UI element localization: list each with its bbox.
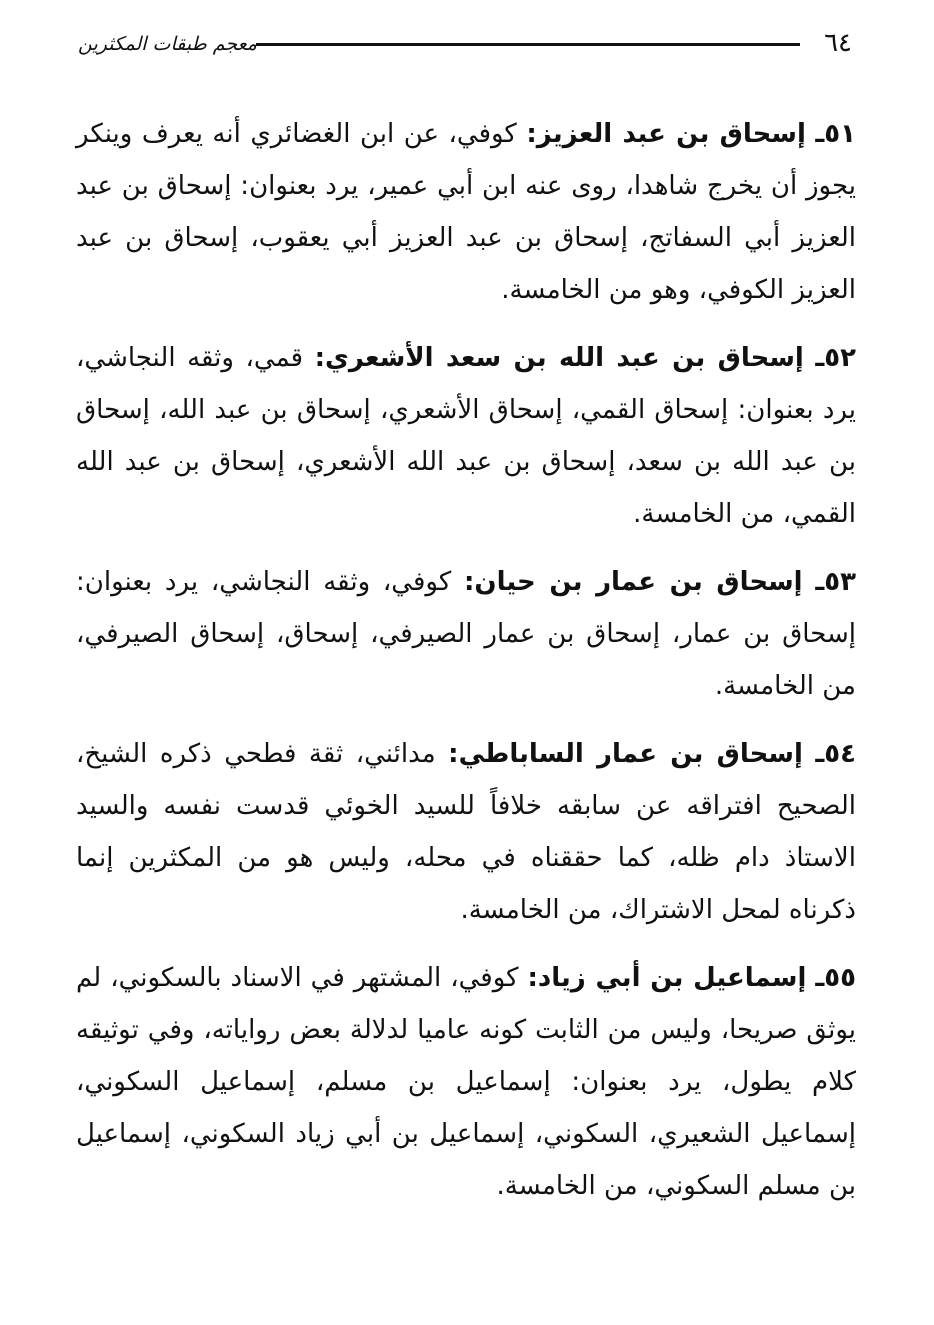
entry-53 [76, 556, 856, 712]
entry-54 [76, 728, 856, 936]
entry-heading: إسحاق بن عمار الساباطي: [448, 739, 803, 769]
entry-text: كوفي، عن ابن الغضائري أنه يعرف وينكر يجوز أن يخرج شاهدا، روى عنه ابن أبي عمير، يرد بعنوان: إسحاق بن عبد العزيز أبي السفاتج، إسحاق بن عبد العزيز أبي يعقوب، إسحاق بن عبد العزيز الكوفي، وهو من الخامسة. [76, 119, 856, 305]
entry-number: ٥٥ـ [815, 963, 857, 993]
entry-number: ٥٤ـ [815, 739, 857, 769]
entry-text: كوفي، المشتهر في الاسناد بالسكوني، لم يوثق صريحا، وليس من الثابت كونه عاميا لدلالة بعض رواياته، وفي توثيقه كلام يطول، يرد بعنوان: إسماعيل بن مسلم، إسماعيل السكوني، إسماعيل الشعيري، السكوني، إسماعيل بن أبي زياد السكوني، إسماعيل بن مسلم السكوني، من الخامسة. [76, 963, 856, 1201]
entry-heading: إسماعيل بن أبي زياد: [527, 963, 807, 993]
page-number: ٦٤ [824, 28, 852, 58]
page-body [76, 108, 856, 1228]
header-rule [256, 43, 800, 46]
entry-number: ٥٣ـ [815, 567, 857, 597]
entry-52 [76, 332, 856, 540]
entry-55 [76, 952, 856, 1212]
entry-heading: إسحاق بن عبد العزيز: [526, 119, 806, 149]
entry-51 [76, 108, 856, 316]
running-title: معجم طبقات المكثرين [78, 33, 257, 55]
entry-text: قمي، وثقه النجاشي، يرد بعنوان: إسحاق القمي، إسحاق الأشعري، إسحاق بن عبد الله، إسحاق بن عبد الله بن سعد، إسحاق بن عبد الله الأشعري، إسحاق بن عبد الله القمي، من الخامسة. [76, 343, 856, 529]
entry-text: مدائني، ثقة فطحي ذكره الشيخ، الصحيح افتراقه عن سابقه خلافاً للسيد الخوئي قدست نفسه والسيد الاستاذ دام ظله، كما حققناه في محله، وليس هو من المكثرين إنما ذكرناه لمحل الاشتراك، من الخامسة. [76, 739, 856, 925]
entry-number: ٥٢ـ [815, 343, 857, 373]
entry-number: ٥١ـ [815, 119, 857, 149]
entry-heading: إسحاق بن عمار بن حيان: [464, 567, 803, 597]
entry-heading: إسحاق بن عبد الله بن سعد الأشعري: [314, 343, 804, 373]
entry-text: كوفي، وثقه النجاشي، يرد بعنوان: إسحاق بن عمار، إسحاق بن عمار الصيرفي، إسحاق، إسحاق الصيرفي، من الخامسة. [76, 567, 856, 701]
page-header [78, 26, 852, 66]
